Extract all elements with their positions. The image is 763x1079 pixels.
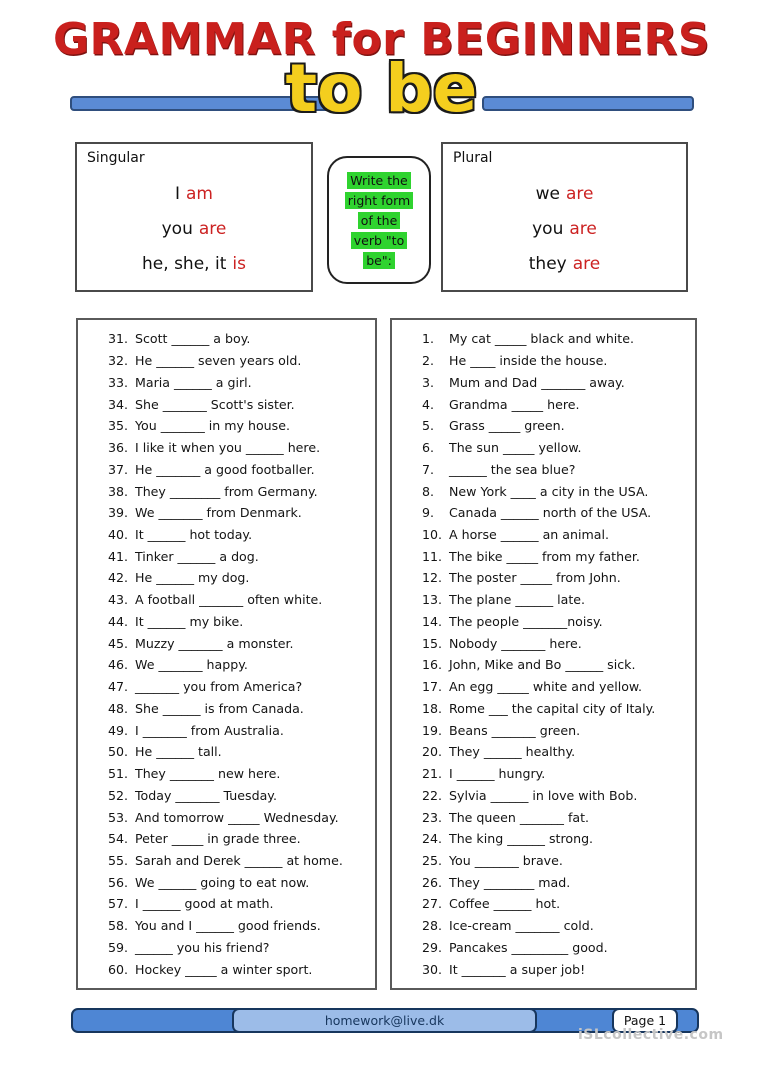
item-number: 59. [108,939,129,955]
item-number: 11. [422,548,443,564]
verb-text: are [565,183,594,204]
item-text: The sun _____ yellow. [449,440,582,456]
list-item [108,545,371,567]
item-text: Nobody _______ here. [449,635,582,651]
instruction-line: right form [345,192,414,209]
item-text: Today _______ Tuesday. [135,787,277,803]
item-text: Ice-cream _______ cold. [449,918,594,934]
item-text: You _______ brave. [449,852,563,868]
item-text: New York ____ a city in the USA. [449,483,649,499]
pronoun-row [536,184,594,204]
item-text: We ______ going to eat now. [135,874,310,890]
item-number: 54. [108,831,129,847]
item-text: Sylvia ______ in love with Bob. [449,787,638,803]
item-number: 4. [422,396,435,412]
pronoun-row [532,219,597,239]
list-item [422,806,691,828]
item-text: You _______ in my house. [135,418,290,434]
item-number: 8. [422,483,435,499]
item-number: 32. [108,353,129,369]
item-text: They ________ mad. [449,874,571,890]
item-number: 40. [108,526,129,542]
list-item [422,763,691,785]
item-number: 1. [422,331,435,347]
item-text: And tomorrow _____ Wednesday. [135,809,339,825]
item-text: She ______ is from Canada. [135,700,304,716]
exercise-list-left [76,318,377,990]
list-item [422,850,691,872]
list-item [422,328,691,350]
list-item [108,654,371,676]
item-number: 52. [108,787,129,803]
item-number: 20. [422,744,443,760]
item-number: 48. [108,700,129,716]
item-number: 36. [108,440,129,456]
item-text: Scott ______ a boy. [135,331,251,347]
item-number: 6. [422,440,435,456]
item-number: 12. [422,570,443,586]
item-text: Sarah and Derek ______ at home. [135,852,343,868]
item-number: 3. [422,374,435,390]
item-number: 41. [108,548,129,564]
item-text: Tinker ______ a dog. [135,548,259,564]
list-item [422,524,691,546]
item-text: Grass _____ green. [449,418,565,434]
verb-text: is [232,254,246,275]
page-subtitle: to be [285,50,478,127]
list-item [422,828,691,850]
item-number: 24. [422,831,443,847]
item-number: 38. [108,483,129,499]
list-item [422,502,691,524]
item-text: Muzzy _______ a monster. [135,635,294,651]
item-number: 15. [422,635,443,651]
pronoun-text: I [175,183,181,204]
list-item [422,871,691,893]
item-number: 31. [108,331,129,347]
item-number: 49. [108,722,129,738]
item-number: 35. [108,418,129,434]
pronoun-text: he, she, it [142,254,227,275]
item-text: Pancakes _________ good. [449,939,608,955]
list-item [108,632,371,654]
list-item [108,763,371,785]
item-number: 55. [108,852,129,868]
pronoun-text: they [528,254,567,275]
list-item [422,350,691,372]
item-text: Coffee ______ hot. [449,896,561,912]
item-text: We _______ from Denmark. [135,505,302,521]
item-text: They ______ healthy. [449,744,576,760]
list-item [422,458,691,480]
item-number: 10. [422,526,443,542]
pronoun-row [175,184,213,204]
singular-label: Singular [87,150,145,166]
item-text: It ______ my bike. [135,613,244,629]
item-number: 22. [422,787,443,803]
list-item [422,654,691,676]
singular-rows [77,176,311,282]
list-item [108,850,371,872]
item-number: 37. [108,461,129,477]
item-text: A horse ______ an animal. [449,526,609,542]
item-text: John, Mike and Bo ______ sick. [449,657,636,673]
item-number: 29. [422,939,443,955]
item-text: I like it when you ______ here. [135,440,321,456]
item-number: 53. [108,809,129,825]
list-item [108,437,371,459]
item-text: It ______ hot today. [135,526,253,542]
item-text: Mum and Dad _______ away. [449,374,625,390]
item-text: He _______ a good footballer. [135,461,315,477]
item-number: 25. [422,852,443,868]
list-item [422,545,691,567]
list-item [108,458,371,480]
item-text: They _______ new here. [135,766,281,782]
list-item [108,611,371,633]
item-text: Grandma _____ here. [449,396,580,412]
plural-label: Plural [453,150,493,166]
item-text: They ________ from Germany. [135,483,318,499]
item-number: 45. [108,635,129,651]
item-text: The queen _______ fat. [449,809,590,825]
instruction-line: be": [363,252,395,269]
item-text: He ______ seven years old. [135,353,302,369]
item-text: An egg _____ white and yellow. [449,679,643,695]
list-item [108,828,371,850]
item-number: 46. [108,657,129,673]
list-item [108,589,371,611]
item-text: I _______ from Australia. [135,722,284,738]
item-text: I ______ good at math. [135,896,274,912]
item-text: _______ you from America? [135,679,303,695]
pronoun-text: you [532,218,564,239]
verb-text: am [186,183,213,204]
item-text: The plane ______ late. [449,592,586,608]
list-item [422,371,691,393]
list-item [422,632,691,654]
list-item [422,480,691,502]
page-number-badge: Page 1 [612,1008,678,1033]
pronoun-row [142,254,246,274]
list-item [422,611,691,633]
list-item [108,915,371,937]
item-number: 34. [108,396,129,412]
verb-text: are [569,218,597,239]
item-number: 13. [422,592,443,608]
list-item [108,676,371,698]
pronoun-row [162,219,227,239]
pronoun-row [529,254,600,274]
item-number: 39. [108,505,129,521]
item-number: 18. [422,700,443,716]
plural-rows [443,176,686,282]
list-item [108,350,371,372]
plural-panel [441,142,688,292]
list-item [108,480,371,502]
list-item [422,437,691,459]
item-text: Canada ______ north of the USA. [449,505,652,521]
item-text: The people _______noisy. [449,613,603,629]
item-text: ______ you his friend? [135,939,270,955]
item-text: He ______ tall. [135,744,222,760]
item-number: 27. [422,896,443,912]
list-item [422,719,691,741]
item-text: It _______ a super job! [449,961,586,977]
item-text: He ______ my dog. [135,570,250,586]
item-number: 58. [108,918,129,934]
item-number: 9. [422,505,435,521]
list-item [108,958,371,980]
list-item [108,415,371,437]
item-number: 21. [422,766,443,782]
item-text: He ____ inside the house. [449,353,608,369]
item-number: 50. [108,744,129,760]
instruction-line: Write the [347,172,411,189]
item-text: You and I ______ good friends. [135,918,321,934]
verb-text: are [198,218,227,239]
list-item [422,958,691,980]
list-item [422,741,691,763]
item-number: 17. [422,679,443,695]
list-item [422,915,691,937]
list-item [108,784,371,806]
instruction-line: of the [358,212,401,229]
list-item [108,393,371,415]
item-number: 26. [422,874,443,890]
list-item [108,371,371,393]
list-item [108,893,371,915]
list-item [108,502,371,524]
item-text: Rome ___ the capital city of Italy. [449,700,656,716]
item-number: 2. [422,353,435,369]
item-number: 43. [108,592,129,608]
item-number: 47. [108,679,129,695]
item-number: 14. [422,613,443,629]
item-text: I ______ hungry. [449,766,546,782]
item-number: 42. [108,570,129,586]
item-number: 33. [108,374,129,390]
list-item [422,415,691,437]
item-text: Hockey _____ a winter sport. [135,961,313,977]
list-item [108,328,371,350]
singular-panel [75,142,313,292]
list-item [108,719,371,741]
list-item [422,589,691,611]
list-item [422,893,691,915]
item-text: Maria ______ a girl. [135,374,252,390]
item-number: 5. [422,418,435,434]
page-title: GRAMMAR for BEGINNERS [52,14,711,65]
list-item [422,393,691,415]
list-item [422,567,691,589]
item-text: A football _______ often white. [135,592,323,608]
instruction-box [327,156,431,284]
item-number: 57. [108,896,129,912]
footer-email: homework@live.dk [232,1008,537,1033]
item-text: The poster _____ from John. [449,570,621,586]
pronoun-text: you [161,218,193,239]
list-item [108,567,371,589]
instruction-line: verb "to [351,232,407,249]
watermark: iSLcollective.com [578,1027,724,1043]
item-number: 44. [108,613,129,629]
item-text: Peter _____ in grade three. [135,831,301,847]
item-number: 23. [422,809,443,825]
item-number: 7. [422,461,435,477]
item-text: The king ______ strong. [449,831,594,847]
item-number: 60. [108,961,129,977]
list-item [108,524,371,546]
item-text: We _______ happy. [135,657,248,673]
list-item [422,697,691,719]
item-number: 28. [422,918,443,934]
verb-text: are [572,254,601,275]
list-item [108,697,371,719]
list-item [108,871,371,893]
list-item [422,937,691,959]
list-item [422,676,691,698]
item-number: 19. [422,722,443,738]
pronoun-text: we [535,183,560,204]
item-text: She _______ Scott's sister. [135,396,295,412]
item-number: 30. [422,961,443,977]
list-item [422,784,691,806]
item-text: ______ the sea blue? [449,461,576,477]
exercise-list-right [390,318,697,990]
list-item [108,741,371,763]
item-number: 51. [108,766,129,782]
item-number: 56. [108,874,129,890]
list-item [108,806,371,828]
item-text: The bike _____ from my father. [449,548,640,564]
list-item [108,937,371,959]
item-text: My cat _____ black and white. [449,331,634,347]
item-number: 16. [422,657,443,673]
item-text: Beans _______ green. [449,722,581,738]
